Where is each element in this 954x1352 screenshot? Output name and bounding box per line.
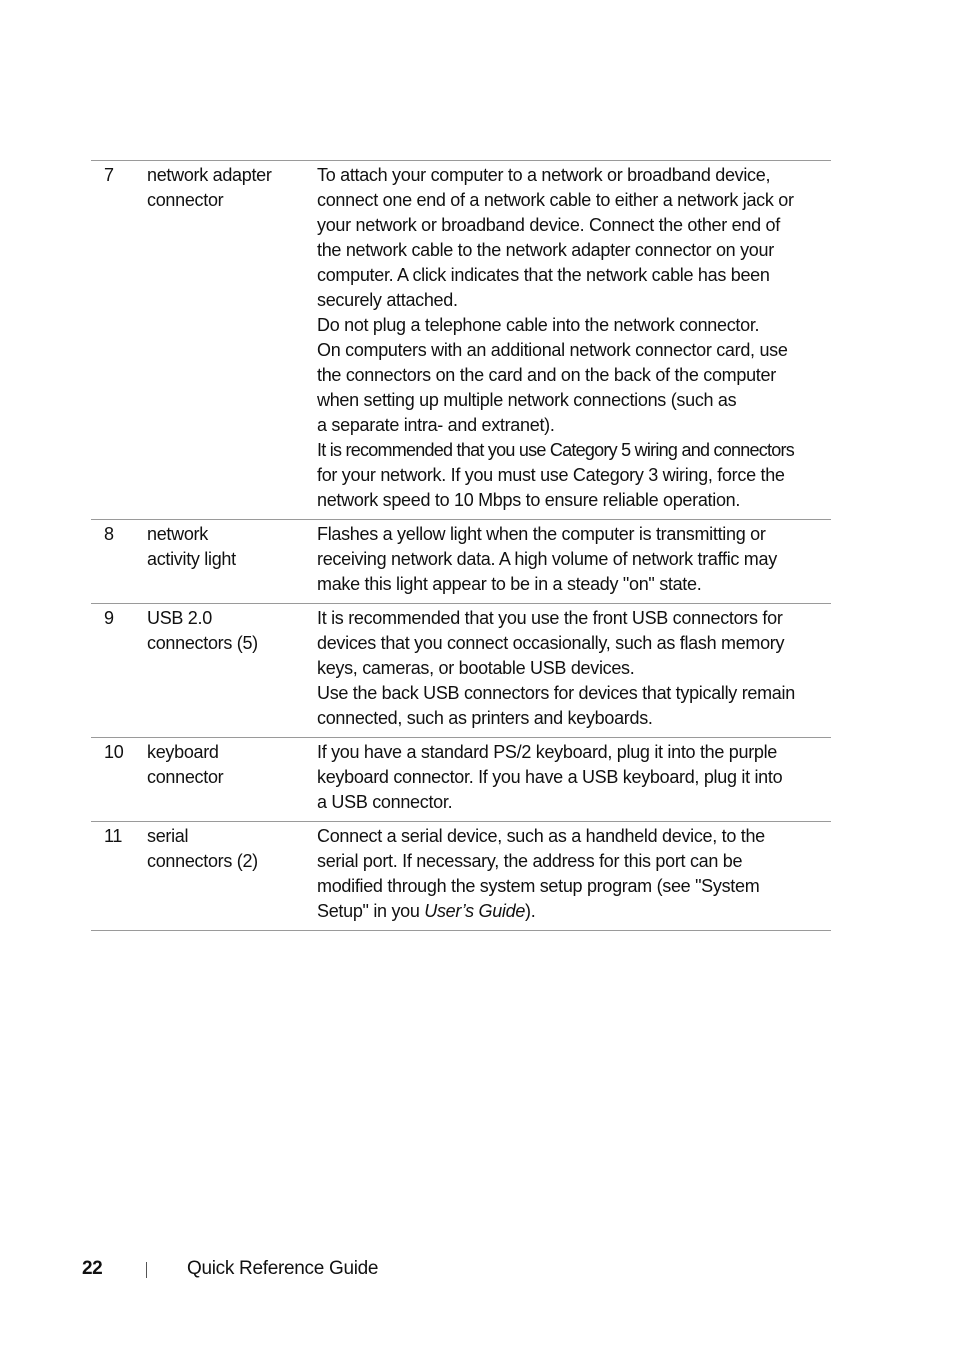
item-number: 9 [104,608,114,628]
description-line: It is recommended that you use Category 5 wiring and connectors [317,440,795,460]
item-number: 7 [104,165,114,185]
description-line: securely attached. [317,290,458,310]
description-line: modified through the system setup program (see "System [317,876,760,896]
description-line: To attach your computer to a network or broadband device, [317,165,771,185]
description-line: keyboard connector. If you have a USB keyboard, plug it into [317,767,783,787]
item-name-line: USB 2.0 [147,608,212,628]
connector-reference-table [91,160,831,931]
description-line: connected, such as printers and keyboards. [317,708,653,728]
item-name [147,606,307,656]
item-name-line: activity light [147,549,236,569]
item-description [317,740,829,815]
description-line: for your network. If you must use Category 3 wiring, force the [317,465,785,485]
description-line: devices that you connect occasionally, such as flash memory [317,633,785,653]
table-row-11 [91,821,831,930]
description-line: On computers with an additional network connector card, use [317,340,788,360]
item-name-line: network adapter [147,165,272,185]
item-description [317,824,829,924]
description-line: your network or broadband device. Connect the other end of [317,215,780,235]
table-row-9 [91,603,831,737]
description-line: a USB connector. [317,792,453,812]
item-name-line: serial [147,826,189,846]
item-name [147,522,307,572]
description-line: serial port. If necessary, the address for this port can be [317,851,743,871]
description-line-with-italic [317,899,829,924]
description-line: when setting up multiple network connections (such as [317,390,737,410]
item-name [147,824,307,874]
item-name [147,740,307,790]
item-number: 11 [104,826,123,846]
item-name-line: connectors (2) [147,851,258,871]
description-line: keys, cameras, or bootable USB devices. [317,658,635,678]
description-line: Connect a serial device, such as a handheld device, to the [317,826,765,846]
item-name [147,163,307,213]
description-line: Flashes a yellow light when the computer is transmitting or [317,524,766,544]
footer-separator [146,1262,147,1278]
item-number: 10 [104,742,124,762]
item-name-line: connectors (5) [147,633,258,653]
description-line: computer. A click indicates that the network cable has been [317,265,770,285]
page-footer [0,1255,954,1285]
description-line: Use the back USB connectors for devices that typically remain [317,683,795,703]
description-line: It is recommended that you use the front USB connectors for [317,608,783,628]
description-line: Do not plug a telephone cable into the network connector. [317,315,760,335]
description-line: connect one end of a network cable to either a network jack or [317,190,794,210]
item-name-line: connector [147,190,224,210]
table-row-7 [91,161,831,519]
description-line: the connectors on the card and on the back of the computer [317,365,776,385]
description-text: ). [525,901,536,921]
description-line: If you have a standard PS/2 keyboard, plug it into the purple [317,742,778,762]
page-number: 22 [82,1258,103,1279]
description-line: network speed to 10 Mbps to ensure reliable operation. [317,490,741,510]
item-description [317,163,829,513]
item-name-line: network [147,524,208,544]
table-row-8 [91,519,831,603]
description-text: Setup" in you [317,901,425,921]
item-description [317,606,829,731]
item-description [317,522,829,597]
description-line: make this light appear to be in a steady "on" state. [317,574,702,594]
item-name-line: keyboard [147,742,219,762]
guide-title: Quick Reference Guide [187,1258,379,1279]
description-line: a separate intra- and extranet). [317,415,555,435]
description-line: the network cable to the network adapter connector on your [317,240,774,260]
description-line: receiving network data. A high volume of network traffic may [317,549,777,569]
item-number: 8 [104,524,114,544]
item-name-line: connector [147,767,224,787]
users-guide-reference: User’s Guide [424,901,526,921]
table-row-10 [91,737,831,821]
